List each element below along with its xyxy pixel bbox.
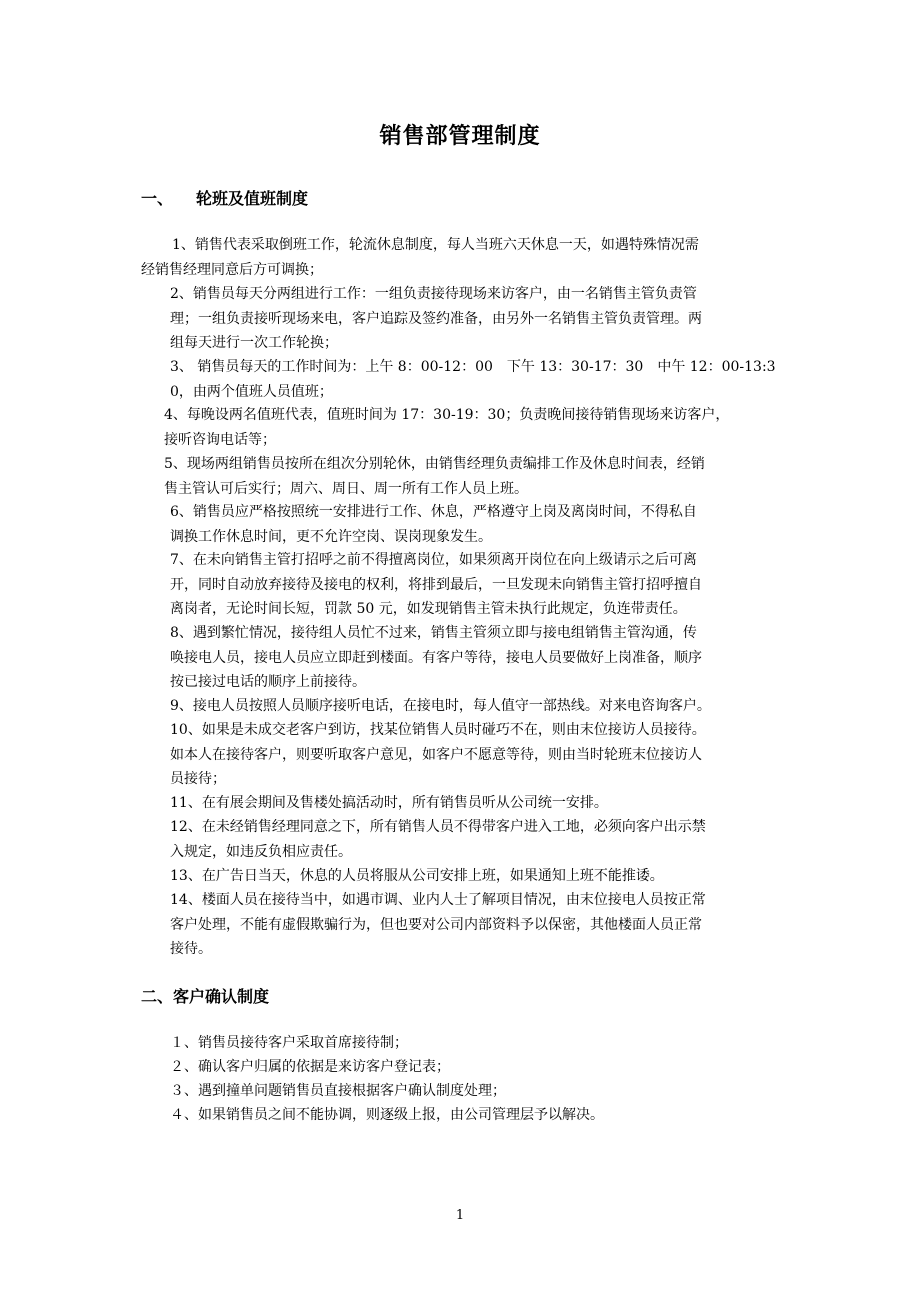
section-1-item-10: 10、如果是未成交老客户到访，找某位销售人员时碰巧不在，则由末位接访人员接待。 如本人在接待客户，则要听取客户意见，如客户不愿意等待，则由当时轮班末位接访人 员接待； xyxy=(170,722,706,787)
section-1-item-13: 13、在广告日当天，休息的人员将服从公司安排上班，如果通知上班不能推诿。 xyxy=(170,868,664,884)
section-1-item-7: 7、在未向销售主管打招呼之前不得擅离岗位，如果须离开岗位在向上级请示之后可离 开，同时自动放弃接待及接电的权利，将排到最后，一旦发现未向销售主管打招呼擅自 离岗者，无论时间长短，罚款 50 元，如发现销售主管未执行此规定，负连带责任。 xyxy=(170,552,702,617)
section-1-item-2: 2、销售员每天分两组进行工作：一组负责接待现场来访客户，由一名销售主管负责管 理；一组负责接听现场来电，客户追踪及签约准备，由另外一名销售主管负责管理。两 组每天进行一次工作轮换； xyxy=(170,286,702,351)
section-2-item-2: ２、确认客户归属的依据是来访客户登记表； xyxy=(170,1059,450,1075)
document-title: 销售部管理制度 xyxy=(379,124,541,149)
section-1-heading xyxy=(141,186,308,209)
section-1-item-14: 14、楼面人员在接待当中，如遇市调、业内人士了解项目情况，由末位接电人员按正常 客户处理，不能有虚假欺骗行为，但也要对公司内部资料予以保密，其他楼面人员正常 接待。 xyxy=(170,892,706,957)
section-1-number: 一、 xyxy=(141,189,174,208)
section-1-title: 轮班及值班制度 xyxy=(196,189,309,208)
section-2-heading: 二、客户确认制度 xyxy=(141,987,270,1006)
section-1-item-8: 8、遇到繁忙情况，接待组人员忙不过来，销售主管须立即与接电组销售主管沟通，传 唤接电人员，接电人员应立即赶到楼面。有客户等待，接电人员要做好上岗准备，顺序 按已接过电话的顺序上前接待。 xyxy=(170,625,702,690)
section-1-item-6: 6、销售员应严格按照统一安排进行工作、休息，严格遵守上岗及离岗时间，不得私自 调换工作休息时间，更不允许空岗、误岗现象发生。 xyxy=(170,504,697,545)
section-2-item-1: １、销售员接待客户采取首席接待制； xyxy=(170,1035,408,1051)
section-2-item-3: ３、遇到撞单问题销售员直接根据客户确认制度处理； xyxy=(170,1083,506,1099)
section-1-item-3: 3、 销售员每天的工作时间为：上午 8：00-12：00 下午 13：30-17：30 中午 12：00-13:3 0，由两个值班人员值班； xyxy=(170,359,776,400)
section-1-item-4: 4、每晚设两名值班代表，值班时间为 17：30-19：30；负责晚间接待销售现场来访客户， 接听咨询电话等； xyxy=(164,407,730,448)
section-1-item-1: 1、销售代表采取倒班工作，轮流休息制度，每人当班六天休息一天，如遇特殊情况需 经销售经理同意后方可调换； xyxy=(141,237,699,278)
section-1-item-11: 11、在有展会期间及售楼处搞活动时，所有销售员听从公司统一安排。 xyxy=(170,795,608,811)
page-number: 1 xyxy=(455,1208,465,1223)
section-2-item-4: ４、如果销售员之间不能协调，则逐级上报，由公司管理层予以解决。 xyxy=(170,1107,604,1123)
section-1-item-5: 5、现场两组销售员按所在组次分别轮休，由销售经理负责编排工作及休息时间表，经销 售主管认可后实行；周六、周日、周一所有工作人员上班。 xyxy=(164,456,705,497)
section-1-item-9: 9、接电人员按照人员顺序接听电话，在接电时，每人值守一部热线。对来电咨询客户。 xyxy=(170,698,711,714)
section-1-item-12: 12、在未经销售经理同意之下，所有销售人员不得带客户进入工地，必须向客户出示禁 入规定，如违反负相应责任。 xyxy=(170,819,706,860)
